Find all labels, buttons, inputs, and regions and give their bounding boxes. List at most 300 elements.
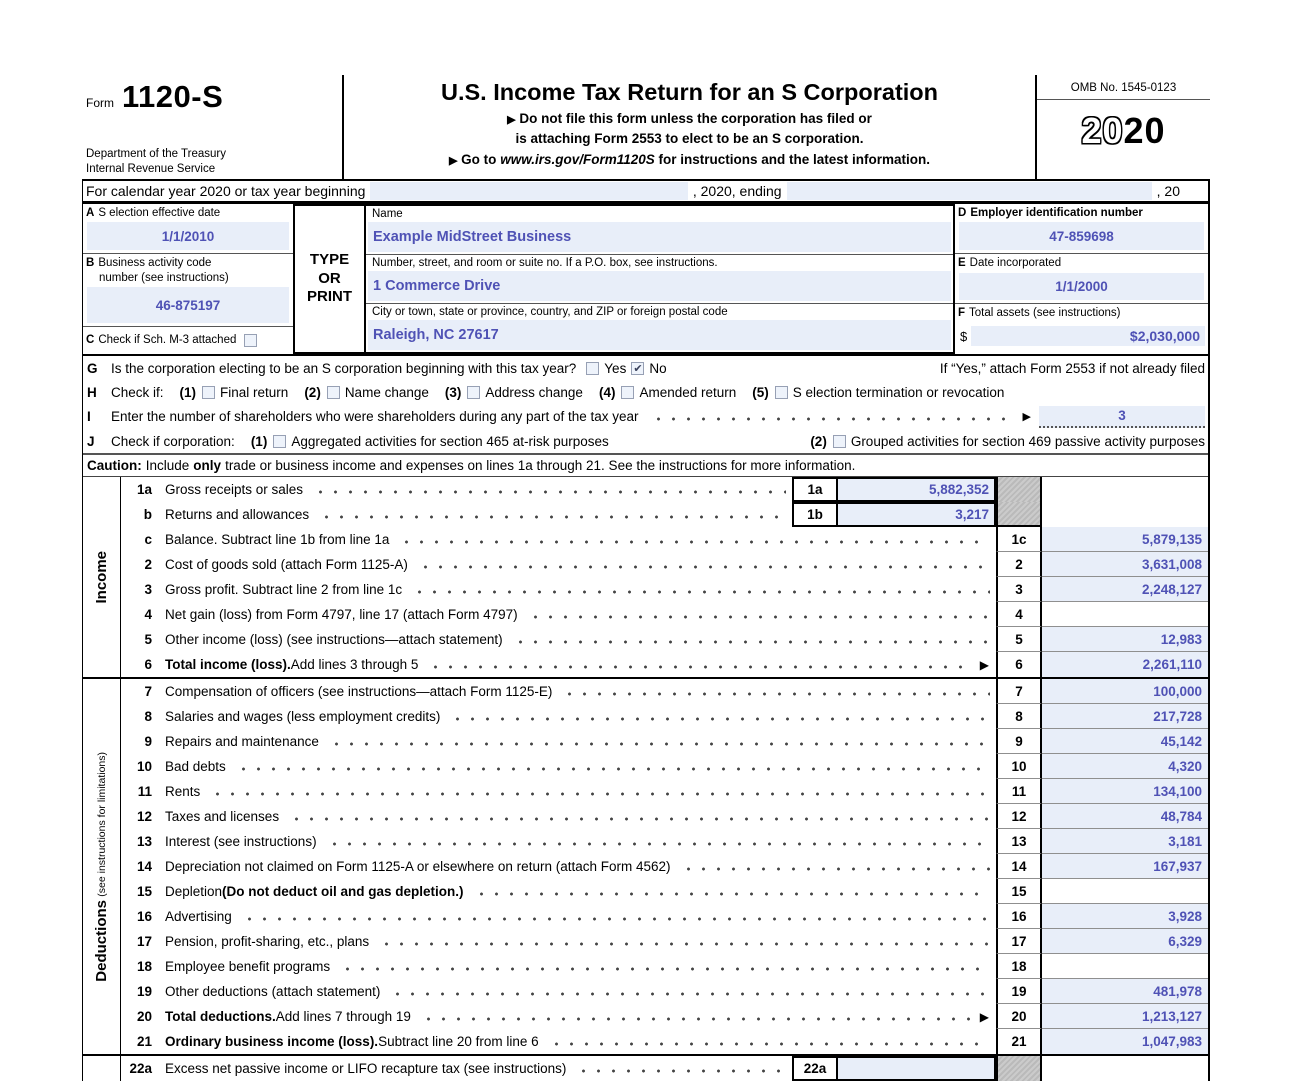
checkbox-label: Address change xyxy=(485,384,583,400)
section-title: Income xyxy=(93,550,110,604)
street-label: Number, street, and room or suite no. If a P.O. box, see instructions. xyxy=(372,257,718,269)
label-segment: Returns and allowances xyxy=(165,507,310,522)
line-h-prefix: Check if: xyxy=(111,384,164,400)
section-income xyxy=(83,477,1208,679)
line-label xyxy=(165,602,996,627)
line-number: 22a xyxy=(129,1061,152,1076)
line-number: 7 xyxy=(144,684,152,699)
line-number: 9 xyxy=(144,734,152,749)
form-line-1b xyxy=(121,502,1208,527)
line-box-6: 6 xyxy=(996,652,1042,677)
item-number: (2) xyxy=(304,384,321,400)
dot-leader xyxy=(528,615,990,619)
label-segment: Total income (loss). xyxy=(165,657,291,672)
line-label xyxy=(165,979,996,1004)
line-16-value[interactable]: 3,928 xyxy=(1042,904,1208,929)
line-g-suffix: If “Yes,” attach Form 2553 if not already filed xyxy=(939,360,1205,376)
dollar-sign: $ xyxy=(960,328,968,344)
form-line-3 xyxy=(121,577,1208,602)
line-label xyxy=(165,477,792,502)
form-line-14 xyxy=(121,854,1208,879)
label-segment: Depreciation not claimed on Form 1125-A or elsewhere on return (attach Form 4562) xyxy=(165,859,671,874)
form-line-7 xyxy=(121,679,1208,704)
dot-leader xyxy=(450,717,990,721)
section-label-income xyxy=(83,477,121,677)
label-segment: Repairs and maintenance xyxy=(165,734,319,749)
label-segment: Pension, profit-sharing, etc., plans xyxy=(165,934,370,949)
item-number: (5) xyxy=(752,384,769,400)
line-box-12: 12 xyxy=(996,804,1042,829)
line-12-value[interactable]: 48,784 xyxy=(1042,804,1208,829)
j-checkbox-2[interactable] xyxy=(833,435,846,448)
checkbox-label: Grouped activities for section 469 passive activity purposes xyxy=(850,433,1205,449)
shareholder-count-value[interactable]: 3 xyxy=(1039,406,1205,428)
box-f-label: Total assets (see instructions) xyxy=(969,306,1121,319)
label-segment: Salaries and wages (less employment credits) xyxy=(165,709,441,724)
h-checkbox-4[interactable] xyxy=(621,386,634,399)
dot-leader xyxy=(379,942,990,946)
line-label xyxy=(165,1056,792,1081)
line-label xyxy=(165,854,996,879)
dot-leader xyxy=(418,565,990,569)
line-i xyxy=(83,404,1208,429)
name-row xyxy=(366,206,953,255)
line-box-5: 5 xyxy=(996,627,1042,652)
form-line-20 xyxy=(121,1004,1208,1029)
empty-cell xyxy=(1042,1056,1208,1081)
h-checkbox-2[interactable] xyxy=(327,386,340,399)
calendar-post: , 20 xyxy=(1156,183,1180,199)
box-e-label: Date incorporated xyxy=(969,257,1062,270)
city-value[interactable]: Raleigh, NC 27617 xyxy=(368,320,951,350)
form-line-1c xyxy=(121,527,1208,552)
dot-leader xyxy=(289,817,990,821)
box-letter: B xyxy=(86,257,95,270)
line-box-19: 19 xyxy=(996,979,1042,1004)
line-label xyxy=(165,679,996,704)
header-instructions xyxy=(350,109,1029,170)
instruction-line2: is attaching Form 2553 to elect to be an S corporation. xyxy=(515,131,864,147)
total-assets-value[interactable]: $2,030,000 xyxy=(971,326,1205,346)
street-value[interactable]: 1 Commerce Drive xyxy=(368,271,951,301)
calendar-pre: For calendar year 2020 or tax year beginning xyxy=(86,183,366,199)
line-number: 18 xyxy=(136,959,152,974)
calendar-year-row xyxy=(83,181,1208,204)
agency-line1: Department of the Treasury xyxy=(86,148,226,161)
box-a-s-election-date xyxy=(83,204,293,254)
section-title: Deductions xyxy=(93,899,110,982)
j-checkbox-items xyxy=(235,434,1205,449)
line-box-17: 17 xyxy=(996,929,1042,954)
form-line-19 xyxy=(121,979,1208,1004)
form-header xyxy=(82,75,1210,181)
line-label xyxy=(165,754,996,779)
h-checkbox-3[interactable] xyxy=(467,386,480,399)
dot-leader xyxy=(313,490,786,494)
line-label xyxy=(165,804,996,829)
arrow-icon: ▶ xyxy=(979,657,989,672)
caution-bold: Caution: xyxy=(87,458,142,473)
tax-year-beginning-input[interactable] xyxy=(370,182,687,200)
line-18-value[interactable] xyxy=(1042,954,1208,979)
line-label xyxy=(165,652,996,677)
form-line-6 xyxy=(121,652,1208,677)
income-deductions-table xyxy=(83,476,1208,1081)
line-box-21: 21 xyxy=(996,1029,1042,1054)
line-4-value[interactable] xyxy=(1042,602,1208,627)
line-number: 17 xyxy=(136,934,152,949)
entry-box-label: 22a xyxy=(794,1058,838,1079)
line-j-prefix: Check if corporation: xyxy=(111,433,235,449)
line-number: 21 xyxy=(136,1034,152,1049)
form-line-5 xyxy=(121,627,1208,652)
box-b-label2: number (see instructions) xyxy=(99,271,229,284)
g-yes-label: Yes xyxy=(604,360,627,376)
line-number: 15 xyxy=(136,884,152,899)
line-21-value[interactable]: 1,047,983 xyxy=(1042,1029,1208,1054)
line-number: c xyxy=(144,532,152,547)
type-or-print-box xyxy=(293,204,366,354)
line-number: 20 xyxy=(136,1009,152,1024)
arrow-icon: ▶ xyxy=(979,1009,989,1024)
line-box-16: 16 xyxy=(996,904,1042,929)
section-deductions xyxy=(83,679,1208,1056)
label-segment: Add lines 7 through 19 xyxy=(275,1009,411,1024)
label-segment: Advertising xyxy=(165,909,232,924)
title-block xyxy=(344,75,1035,179)
line-number: 19 xyxy=(136,984,152,999)
shaded-cell xyxy=(996,477,1042,502)
line-number: b xyxy=(143,507,152,522)
line-15-value[interactable] xyxy=(1042,879,1208,904)
box-b-activity-code xyxy=(83,254,293,327)
line-box-13: 13 xyxy=(996,829,1042,854)
dot-leader xyxy=(340,967,990,971)
box-letter: E xyxy=(958,257,966,270)
dot-leader xyxy=(327,842,990,846)
form-number: 1120-S xyxy=(122,79,224,114)
instruction-line1: Do not file this form unless the corporation has filed or xyxy=(519,111,872,126)
line-3-value[interactable]: 2,248,127 xyxy=(1042,577,1208,602)
line-number: 13 xyxy=(136,834,152,849)
form-line-17 xyxy=(121,929,1208,954)
form-line-1a xyxy=(121,477,1208,502)
label-segment: Interest (see instructions) xyxy=(165,834,317,849)
line-label xyxy=(165,552,996,577)
line-14-value[interactable]: 167,937 xyxy=(1042,854,1208,879)
type-print-line: OR xyxy=(318,269,341,287)
arrow-icon: ▶ xyxy=(448,154,458,167)
label-segment: Total deductions. xyxy=(165,1009,276,1024)
line-8-value[interactable]: 217,728 xyxy=(1042,704,1208,729)
line-19-value[interactable]: 481,978 xyxy=(1042,979,1208,1004)
label-segment: Bad debts xyxy=(165,759,226,774)
arrow-icon: ▶ xyxy=(507,114,516,126)
line-g xyxy=(83,356,1208,380)
date-incorporated-value[interactable]: 1/1/2000 xyxy=(959,273,1204,300)
arrow-icon: ▶ xyxy=(1022,411,1031,423)
form-line-9 xyxy=(121,729,1208,754)
checkbox-label: S election termination or revocation xyxy=(792,384,1005,400)
box-a-label: S election effective date xyxy=(98,207,221,219)
form-id-block xyxy=(82,75,344,179)
section-label-tax-payments xyxy=(83,1056,121,1081)
section-rows xyxy=(121,1056,1208,1081)
line-label xyxy=(165,527,996,552)
label-segment: Gross receipts or sales xyxy=(165,482,304,497)
line-label xyxy=(165,904,996,929)
ein-value[interactable]: 47-859698 xyxy=(959,222,1204,250)
line-22a-value[interactable] xyxy=(838,1058,994,1079)
dot-leader xyxy=(513,640,990,644)
line-letter: I xyxy=(87,409,91,424)
line-box-20: 20 xyxy=(996,1004,1042,1029)
item-number: (3) xyxy=(444,384,462,400)
line-number: 5 xyxy=(144,632,152,647)
form-line-10 xyxy=(121,754,1208,779)
line-number: 4 xyxy=(144,607,152,622)
line-label xyxy=(165,627,996,652)
line-box-3: 3 xyxy=(996,577,1042,602)
activity-code-value[interactable]: 46-875197 xyxy=(87,287,289,323)
line-label xyxy=(165,829,996,854)
line-9-value[interactable]: 45,142 xyxy=(1042,729,1208,754)
line-number: 16 xyxy=(136,909,152,924)
form-line-13 xyxy=(121,829,1208,854)
form-line-22a xyxy=(121,1056,1208,1081)
entry-box-label: 1b xyxy=(794,504,838,525)
checkbox-label: Final return xyxy=(220,384,289,400)
box-letter: A xyxy=(86,207,95,219)
line-label xyxy=(165,929,996,954)
line-box-2: 2 xyxy=(996,552,1042,577)
election-questions-block xyxy=(83,356,1208,476)
form-line-8 xyxy=(121,704,1208,729)
line-number: 12 xyxy=(136,809,152,824)
label-segment: Employee benefit programs xyxy=(165,959,331,974)
box-c-m3-attached xyxy=(83,327,293,354)
street-row xyxy=(366,255,953,304)
dot-leader xyxy=(651,417,1015,421)
line-number: 8 xyxy=(144,709,152,724)
line-j xyxy=(83,429,1208,453)
type-print-line: TYPE xyxy=(309,250,350,268)
line-label xyxy=(165,954,996,979)
form-word: Form xyxy=(86,96,114,110)
form-line-12 xyxy=(121,804,1208,829)
dot-leader xyxy=(681,867,991,871)
entry-box-1b xyxy=(792,502,996,527)
entity-right-column xyxy=(955,204,1208,354)
box-letter: D xyxy=(958,207,967,219)
item-number: (1) xyxy=(179,384,197,400)
dot-leader xyxy=(319,515,786,519)
entity-info-block xyxy=(83,204,1208,356)
h-checkbox-items xyxy=(164,385,1005,400)
label-segment: Excess net passive income or LIFO recapture tax (see instructions) xyxy=(165,1061,567,1076)
form-line-4 xyxy=(121,602,1208,627)
m3-attached-checkbox[interactable] xyxy=(244,334,257,347)
line-label xyxy=(165,1004,996,1029)
empty-cell xyxy=(1042,477,1208,502)
form-line-2 xyxy=(121,552,1208,577)
line-number: 14 xyxy=(136,859,152,874)
form-line-21 xyxy=(121,1029,1208,1054)
line-5-value[interactable]: 12,983 xyxy=(1042,627,1208,652)
section-note: (see instructions for limitations) xyxy=(95,751,108,897)
line-20-value[interactable]: 1,213,127 xyxy=(1042,1004,1208,1029)
label-segment: Other deductions (attach statement) xyxy=(165,984,381,999)
tax-year: 2020 xyxy=(1081,110,1166,151)
shaded-cell xyxy=(996,502,1042,527)
line-7-value[interactable]: 100,000 xyxy=(1042,679,1208,704)
dot-leader xyxy=(421,1017,974,1021)
item-number: (2) xyxy=(810,433,827,449)
line-number: 10 xyxy=(136,759,152,774)
dot-leader xyxy=(210,792,990,796)
g-no-checkbox[interactable] xyxy=(631,362,644,375)
section-rows xyxy=(121,477,1208,677)
checkbox-label: Amended return xyxy=(639,384,737,400)
line-box-9: 9 xyxy=(996,729,1042,754)
box-letter: F xyxy=(958,306,966,319)
name-label: Name xyxy=(372,208,403,220)
line-label xyxy=(165,1029,996,1054)
label-segment: Gross profit. Subtract line 2 from line 1c xyxy=(165,582,403,597)
instruction-line3-pre: Go to xyxy=(461,151,497,167)
line-g-text: Is the corporation electing to be an S corporation beginning with this tax year? xyxy=(111,360,577,376)
label-segment: Subtract line 20 from line 6 xyxy=(378,1034,539,1049)
form-line-18 xyxy=(121,954,1208,979)
line-label xyxy=(165,879,996,904)
line-2-value[interactable]: 3,631,008 xyxy=(1042,552,1208,577)
line-h xyxy=(83,380,1208,404)
line-i-text: Enter the number of shareholders who were shareholders during any part of the tax year xyxy=(111,409,639,424)
empty-cell xyxy=(1042,502,1208,527)
line-label xyxy=(165,577,996,602)
line-label xyxy=(165,502,792,527)
j-checkbox-1[interactable] xyxy=(273,435,286,448)
entry-box-label: 1a xyxy=(794,479,838,500)
agency-block xyxy=(86,147,336,177)
entity-left-column xyxy=(83,204,293,354)
city-label: City or town, state or province, country, and ZIP or foreign postal code xyxy=(372,306,728,318)
line-13-value[interactable]: 3,181 xyxy=(1042,829,1208,854)
g-yes-checkbox[interactable] xyxy=(586,362,599,375)
box-d-label: Employer identification number xyxy=(970,207,1143,219)
line-number: 3 xyxy=(144,582,152,597)
dot-leader xyxy=(399,540,990,544)
dot-leader xyxy=(474,892,990,896)
section-label-deductions xyxy=(83,679,121,1054)
entry-box-22a xyxy=(792,1056,996,1081)
agency-line2: Internal Revenue Service xyxy=(86,163,216,176)
line-17-value[interactable]: 6,329 xyxy=(1042,929,1208,954)
form-line-15 xyxy=(121,879,1208,904)
line-letter: J xyxy=(87,433,95,449)
label-segment: Compensation of officers (see instructions—attach Form 1125-E) xyxy=(165,684,553,699)
dot-leader xyxy=(412,590,990,594)
corporation-name-value[interactable]: Example MidStreet Business xyxy=(368,222,951,252)
line-11-value[interactable]: 134,100 xyxy=(1042,779,1208,804)
line-box-4: 4 xyxy=(996,602,1042,627)
type-print-line: PRINT xyxy=(307,288,352,306)
box-b-label1: Business activity code xyxy=(98,257,212,270)
omb-number: OMB No. 1545-0123 xyxy=(1037,75,1210,100)
line-number: 1a xyxy=(136,482,152,497)
line-box-11: 11 xyxy=(996,779,1042,804)
checkbox-label: Aggregated activities for section 465 at-risk purposes xyxy=(291,433,609,449)
line-1b-value[interactable]: 3,217 xyxy=(838,504,994,525)
line-box-18: 18 xyxy=(996,954,1042,979)
caution-text1: Include xyxy=(145,458,190,473)
caution-note xyxy=(83,453,1208,476)
label-segment: Rents xyxy=(165,784,201,799)
label-segment: Balance. Subtract line 1b from line 1a xyxy=(165,532,390,547)
tax-year-ending-input[interactable] xyxy=(787,182,1152,200)
omb-year-block xyxy=(1035,75,1210,179)
line-box-8: 8 xyxy=(996,704,1042,729)
dot-leader xyxy=(242,917,990,921)
section-tax-payments xyxy=(83,1056,1208,1081)
line-box-10: 10 xyxy=(996,754,1042,779)
dot-leader xyxy=(390,992,990,996)
label-segment: Add lines 3 through 5 xyxy=(290,657,419,672)
label-segment: Other income (loss) (see instructions—attach statement) xyxy=(165,632,503,647)
dot-leader xyxy=(549,1042,990,1046)
line-box-7: 7 xyxy=(996,679,1042,704)
label-segment: Net gain (loss) from Form 4797, line 17 (attach Form 4797) xyxy=(165,607,518,622)
line-label xyxy=(165,729,996,754)
line-1a-value[interactable]: 5,882,352 xyxy=(838,479,994,500)
line-1c-value[interactable]: 5,879,135 xyxy=(1042,527,1208,552)
dot-leader xyxy=(236,767,990,771)
h-checkbox-5[interactable] xyxy=(775,386,788,399)
label-segment: Taxes and licenses xyxy=(165,809,280,824)
line-6-value[interactable]: 2,261,110 xyxy=(1042,652,1208,677)
entry-box-1a xyxy=(792,477,996,502)
label-segment: (Do not deduct oil and gas depletion.) xyxy=(222,884,464,899)
line-10-value[interactable]: 4,320 xyxy=(1042,754,1208,779)
line-letter: H xyxy=(87,384,97,400)
box-f-total-assets xyxy=(955,304,1208,354)
h-checkbox-1[interactable] xyxy=(202,386,215,399)
line-box-1c: 1c xyxy=(996,527,1042,552)
label-segment: Cost of goods sold (attach Form 1125-A) xyxy=(165,557,408,572)
dot-leader xyxy=(428,665,973,669)
box-d-ein xyxy=(955,204,1208,254)
dot-leader xyxy=(562,692,990,696)
shaded-cell xyxy=(996,1056,1042,1081)
s-election-date-value[interactable]: 1/1/2010 xyxy=(87,222,289,250)
form-line-16 xyxy=(121,904,1208,929)
dot-leader xyxy=(576,1069,786,1073)
page-title: U.S. Income Tax Return for an S Corporation xyxy=(440,79,939,105)
line-label xyxy=(165,704,996,729)
box-c-label: Check if Sch. M-3 attached xyxy=(98,334,237,347)
city-row xyxy=(366,304,953,352)
instruction-line3-post: for instructions and the latest information. xyxy=(658,151,931,167)
line-box-15: 15 xyxy=(996,879,1042,904)
box-e-date-incorporated xyxy=(955,254,1208,303)
line-number: 11 xyxy=(137,784,152,799)
calendar-mid: , 2020, ending xyxy=(692,183,782,199)
label-segment: Depletion xyxy=(165,884,223,899)
form-line-11 xyxy=(121,779,1208,804)
box-letter: C xyxy=(86,334,95,347)
item-number: (1) xyxy=(250,433,268,449)
section-rows xyxy=(121,679,1208,1054)
